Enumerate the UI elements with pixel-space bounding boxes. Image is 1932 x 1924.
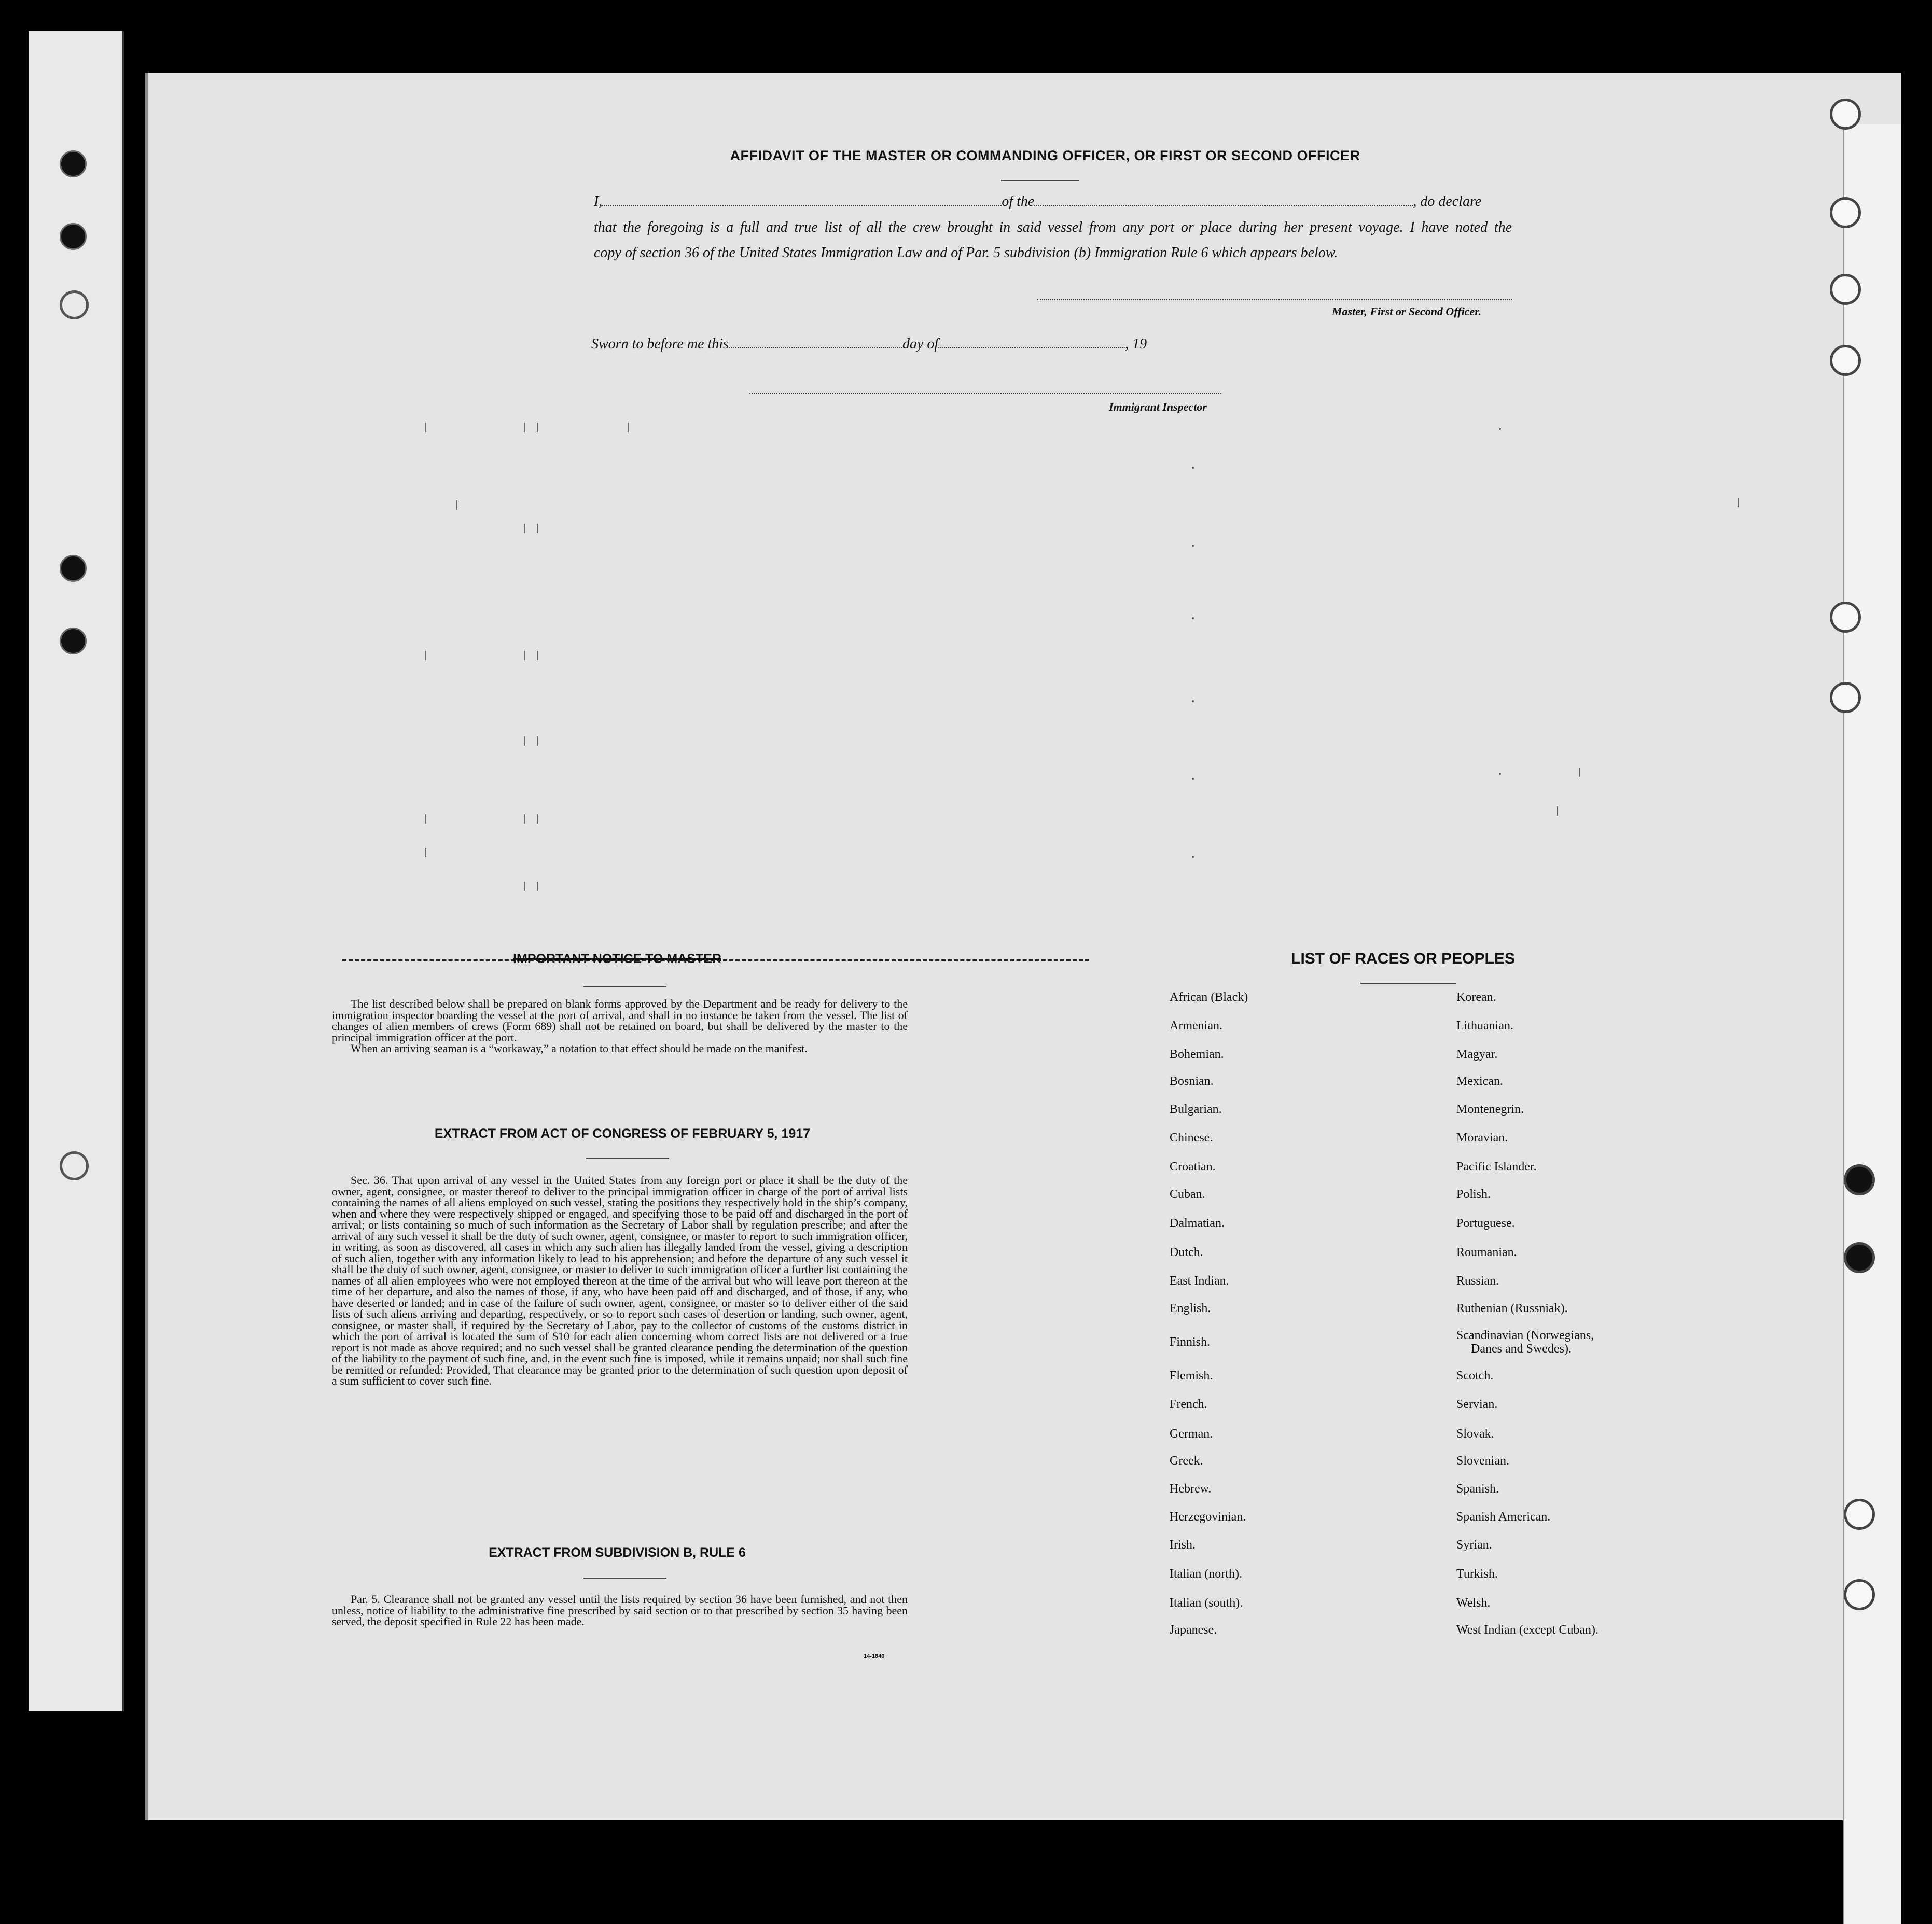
sworn-prefix: Sworn to before me this (591, 336, 729, 352)
race-item: Russian. (1456, 1274, 1499, 1288)
sworn-year: , 19 (1125, 336, 1147, 352)
race-item: English. (1170, 1302, 1211, 1315)
sworn-day-blank[interactable] (729, 336, 902, 348)
divider (583, 986, 666, 987)
punch-hole-icon (1844, 1164, 1875, 1195)
race-item: Lithuanian. (1456, 1019, 1513, 1033)
race-item: Italian (south). (1170, 1596, 1243, 1610)
race-item: Montenegrin. (1456, 1103, 1524, 1116)
inspector-label: Immigrant Inspector (1109, 400, 1207, 413)
race-item: Ruthenian (Russniak). (1456, 1302, 1568, 1315)
race-item: Chinese. (1170, 1131, 1213, 1145)
race-item: Japanese. (1170, 1623, 1217, 1637)
divider (1001, 180, 1079, 181)
page-edge (1843, 124, 1901, 1924)
race-item: Slovenian. (1456, 1454, 1509, 1468)
affidavit-declare-label: , do declare (1413, 193, 1482, 210)
race-item: Irish. (1170, 1538, 1196, 1552)
punch-hole-icon (1844, 1499, 1875, 1530)
punch-hole-icon (60, 290, 89, 319)
race-item: Greek. (1170, 1454, 1203, 1468)
race-item: Finnish. (1170, 1335, 1211, 1349)
notice-paragraph-1: The list described below shall be prepared on blank forms approved by the Department and be ready for delivery to the immigration inspector boarding the vessel at the port of arrival, and shall in no instance be taken from the vessel. The list of changes of alien members of crews (Form 689) shall not be retained on board, but shall be delivered by the master to the principal immigration officer at the port. (332, 997, 908, 1044)
extract-act-text (332, 1175, 908, 1387)
punch-hole-icon (1830, 197, 1861, 228)
race-item: Italian (north). (1170, 1567, 1242, 1581)
notice-text (332, 998, 908, 1054)
punch-hole-icon (60, 150, 87, 177)
divider (586, 1158, 669, 1159)
race-item: Servian. (1456, 1398, 1498, 1411)
race-item: Spanish American. (1456, 1510, 1551, 1524)
race-item: Scotch. (1456, 1369, 1494, 1383)
punch-hole-icon (1830, 274, 1861, 305)
race-item: African (Black) (1170, 991, 1248, 1004)
punch-hole-icon (1830, 99, 1861, 130)
race-item: Cuban. (1170, 1188, 1205, 1201)
extract-rule-heading: EXTRACT FROM SUBDIVISION B, RULE 6 (489, 1545, 746, 1560)
race-item: Moravian. (1456, 1131, 1508, 1145)
race-item: East Indian. (1170, 1274, 1229, 1288)
race-item: Dalmatian. (1170, 1217, 1225, 1230)
divider (1360, 983, 1456, 984)
race-item: Turkish. (1456, 1567, 1498, 1581)
race-item: Armenian. (1170, 1019, 1222, 1033)
affidavit-line-2: that the foregoing is a full and true list of all the crew brought in said vessel from any port or place during her present voyage. I have noted the (594, 219, 1512, 235)
document-page (145, 73, 1901, 1820)
affidavit-title: AFFIDAVIT OF THE MASTER OR COMMANDING OFFICER, OR FIRST OR SECOND OFFICER (730, 148, 1360, 163)
notice-heading: IMPORTANT NOTICE TO MASTER (513, 952, 721, 966)
race-item: Flemish. (1170, 1369, 1213, 1383)
sworn-month-blank[interactable] (938, 336, 1125, 348)
race-item: Portuguese. (1456, 1217, 1515, 1230)
binding-strip (29, 31, 124, 1711)
punch-hole-icon (1844, 1242, 1875, 1273)
race-item: German. (1170, 1427, 1213, 1441)
race-item: Polish. (1456, 1188, 1491, 1201)
sworn-day-of: day of (902, 336, 939, 352)
race-item: Bulgarian. (1170, 1103, 1222, 1116)
race-item: Spanish. (1456, 1482, 1499, 1496)
par-5-text: Par. 5. Clearance shall not be granted any vessel until the lists required by section 36 have been furnished, and not then unless, notice of liability to the administrative fine prescribed by said section or to that prescribed by section 35 having been served, the deposit specified in Rule 22 has been made. (332, 1593, 908, 1628)
punch-hole-icon (1844, 1579, 1875, 1610)
race-item: Magyar. (1456, 1048, 1498, 1061)
race-item: Bosnian. (1170, 1075, 1214, 1088)
vessel-name-blank[interactable] (1034, 193, 1413, 206)
divider (583, 1578, 666, 1579)
race-item: Korean. (1456, 991, 1496, 1004)
race-item: Slovak. (1456, 1427, 1494, 1441)
race-item: Dutch. (1170, 1246, 1203, 1259)
sworn-line (591, 336, 1147, 353)
affidavit-line-1 (594, 193, 1512, 211)
race-item: Hebrew. (1170, 1482, 1212, 1496)
affidavit-line-3: copy of section 36 of the United States Immigration Law and of Par. 5 subdivision (b) Immigration Rule 6 which appears below. (594, 245, 1338, 261)
punch-hole-icon (1830, 345, 1861, 376)
punch-hole-icon (60, 1151, 89, 1180)
punch-hole-icon (60, 223, 87, 250)
section-36-text: Sec. 36. That upon arrival of any vessel in the United States from any foreign port or place it shall be the duty of the owner, agent, consignee, or master thereof to deliver to the principal immigration officer in charge of the port of arrival lists containing the names of all aliens employed on such vessel, stating the positions they respectively hold in the ship’s company, when and where they were respectively shipped or engaged, and specifying those to be paid off and discharged in the port of arrival; or lists containing so much of such information as the Secretary of Labor shall by regulation prescribe; and after the arrival of any such vessel it shall be the duty of such owner, agent, consignee, or master to report to such immigration officer, in writing, as soon as discovered, all cases in which any such alien has illegally landed from the vessel, giving a description of such alien, together with any information likely to lead to his apprehension; and before the departure of any such vessel it shall be the duty of such owner, agent, consignee, or master to deliver to such immigration officer a further list containing the names of all alien employees who were not employed thereon at the time of the arrival but who will leave port thereon at the time of her departure, and also the names of those, if any, who have been paid off and discharged, and of those, if any, who have deserted or landed; and in case of the failure of such owner, agent, consignee, or master so to deliver either of the said lists of such aliens arriving and departing, respectively, or so to report such cases of desertion or landing, such owner, agent, consignee, or master shall, if required by the Secretary of Labor, pay to the collector of customs of the customs district in which the port of arrival is located the sum of $10 for each alien concerning whom correct lists are not delivered or a true report is not made as above required; and no such vessel shall be granted clearance pending the determination of the question of the liability to the payment of such fine, and, in the event such fine is imposed, while it remains unpaid; nor shall such fine be remitted or refunded: Provided, That clearance may be granted prior to the determination of such question upon deposit of a sum sufficient to cover such fine. (332, 1174, 908, 1387)
officer-signature-line[interactable] (1037, 299, 1512, 300)
extract-act-heading: EXTRACT FROM ACT OF CONGRESS OF FEBRUARY 5, 1917 (434, 1126, 811, 1141)
punch-hole-icon (60, 555, 87, 582)
affidavit-of-the-label: of the (1002, 193, 1035, 210)
punch-hole-icon (60, 628, 87, 654)
race-item: Herzegovinian. (1170, 1510, 1246, 1524)
race-item: Mexican. (1456, 1075, 1503, 1088)
race-item: French. (1170, 1398, 1207, 1411)
punch-hole-icon (1830, 602, 1861, 633)
race-item: Danes and Swedes). (1471, 1342, 1572, 1356)
officer-name-blank[interactable] (602, 193, 1002, 206)
form-number: 14-1840 (864, 1653, 885, 1660)
races-heading: LIST OF RACES OR PEOPLES (1291, 950, 1515, 967)
inspector-signature-line[interactable] (749, 393, 1221, 394)
race-item: Welsh. (1456, 1596, 1491, 1610)
race-item: Bohemian. (1170, 1048, 1224, 1061)
officer-signature-label: Master, First or Second Officer. (1332, 305, 1482, 318)
notice-paragraph-2: When an arriving seaman is a “workaway,” a notation to that effect should be made on the manifest. (351, 1042, 808, 1055)
race-item: Pacific Islander. (1456, 1160, 1537, 1174)
race-item: Scandinavian (Norwegians, (1456, 1329, 1594, 1342)
punch-hole-icon (1830, 682, 1861, 713)
affidavit-i-label: I, (594, 193, 603, 210)
race-item: Croatian. (1170, 1160, 1216, 1174)
extract-rule-text (332, 1594, 908, 1627)
race-item: Roumanian. (1456, 1246, 1517, 1259)
race-item: West Indian (except Cuban). (1456, 1623, 1599, 1637)
race-item: Syrian. (1456, 1538, 1492, 1552)
